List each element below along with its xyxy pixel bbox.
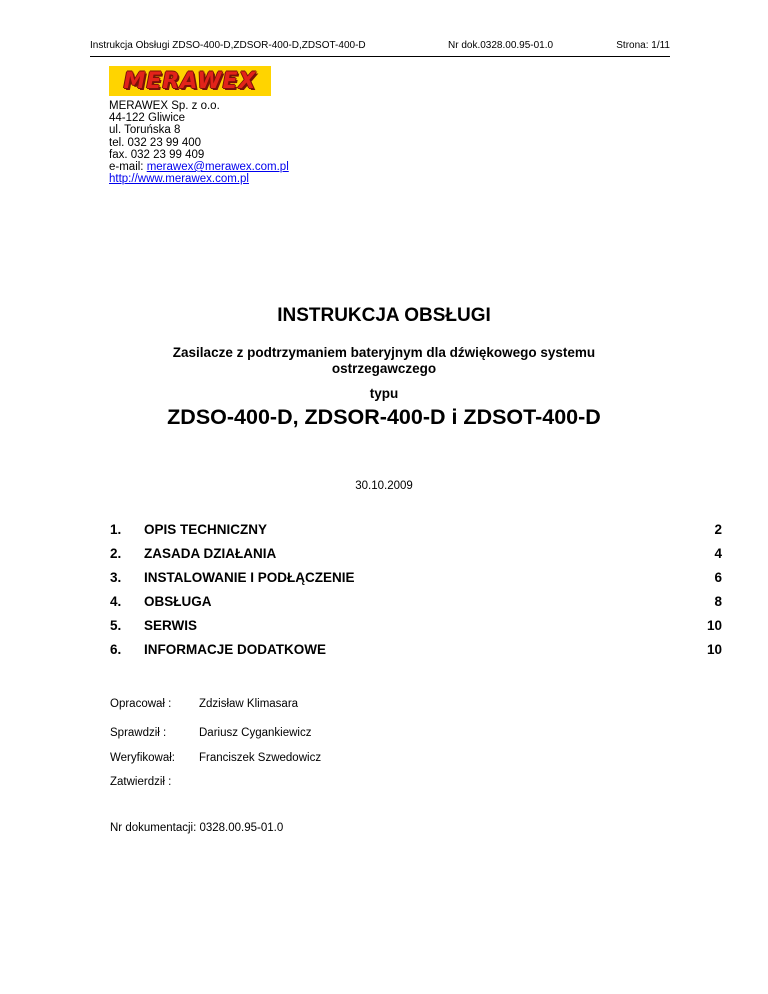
company-street: ul. Toruńska 8 bbox=[109, 124, 181, 137]
toc-number: 2. bbox=[110, 546, 122, 561]
toc-page: 8 bbox=[714, 594, 722, 609]
signature-label: Sprawdził : bbox=[110, 727, 167, 739]
company-city: 44-122 Gliwice bbox=[109, 112, 186, 125]
website-link[interactable]: http://www.merawex.com.pl bbox=[109, 173, 249, 186]
company-website-line bbox=[109, 173, 289, 185]
signature-label: Opracował : bbox=[110, 698, 172, 710]
toc-entry[interactable] bbox=[110, 522, 722, 542]
document-date: 30.10.2009 bbox=[355, 480, 413, 492]
company-email-line bbox=[109, 161, 289, 173]
type-label: typu bbox=[369, 386, 399, 401]
header-doc-number: Nr dok.0328.00.95-01.0 bbox=[448, 40, 554, 51]
toc-title: SERWIS bbox=[144, 618, 198, 633]
logo-text: MERAWEX bbox=[123, 68, 257, 94]
toc-title: INSTALOWANIE I PODŁĄCZENIE bbox=[144, 570, 355, 585]
model-names: ZDSO-400-D, ZDSOR-400-D i ZDSOT-400-D bbox=[167, 405, 601, 429]
page-header bbox=[90, 40, 670, 55]
header-page-number: Strona: 1/11 bbox=[616, 40, 670, 51]
company-tel: tel. 032 23 99 400 bbox=[109, 136, 202, 149]
toc-number: 3. bbox=[110, 570, 122, 585]
signature-name: Franciszek Szwedowicz bbox=[199, 752, 322, 764]
toc-title: INFORMACJE DODATKOWE bbox=[144, 642, 326, 657]
toc-number: 6. bbox=[110, 642, 122, 657]
signature-name: Dariusz Cygankiewicz bbox=[199, 727, 312, 739]
toc-page: 6 bbox=[714, 570, 722, 585]
toc-title: OPIS TECHNICZNY bbox=[144, 522, 268, 537]
header-divider bbox=[90, 56, 670, 57]
signature-label: Weryfikował: bbox=[110, 752, 175, 764]
toc-entry[interactable] bbox=[110, 546, 722, 566]
toc-entry[interactable] bbox=[110, 570, 722, 590]
toc-number: 1. bbox=[110, 522, 122, 537]
signature-name: Zdzisław Klimasara bbox=[199, 698, 299, 710]
toc-page: 10 bbox=[706, 618, 722, 633]
email-link[interactable]: merawex@merawex.com.pl bbox=[146, 161, 289, 174]
toc-number: 4. bbox=[110, 594, 122, 609]
toc-entry[interactable] bbox=[110, 618, 722, 638]
document-title: INSTRUKCJA OBSŁUGI bbox=[277, 305, 491, 326]
header-title: Instrukcja Obsługi ZDSO-400-D,ZDSOR-400-D,ZDSOT-400-D bbox=[90, 40, 366, 51]
signature-label: Zatwierdził : bbox=[110, 776, 172, 788]
email-label: e-mail: bbox=[109, 161, 147, 174]
toc-page: 10 bbox=[706, 642, 722, 657]
toc-title: ZASADA DZIAŁANIA bbox=[144, 546, 277, 561]
toc-page: 4 bbox=[714, 546, 722, 561]
company-address bbox=[109, 100, 289, 185]
document-subtitle: Zasilacze z podtrzymaniem bateryjnym dla dźwiękowego systemu ostrzegawczego bbox=[172, 345, 596, 376]
toc-entry[interactable] bbox=[110, 642, 722, 662]
toc-entry[interactable] bbox=[110, 594, 722, 614]
toc-number: 5. bbox=[110, 618, 122, 633]
documentation-number: Nr dokumentacji: 0328.00.95-01.0 bbox=[110, 822, 284, 834]
merawex-logo bbox=[109, 66, 271, 96]
company-name: MERAWEX Sp. z o.o. bbox=[109, 100, 220, 112]
toc-title: OBSŁUGA bbox=[144, 594, 212, 609]
toc-page: 2 bbox=[714, 522, 722, 537]
company-fax: fax. 032 23 99 409 bbox=[109, 148, 205, 161]
